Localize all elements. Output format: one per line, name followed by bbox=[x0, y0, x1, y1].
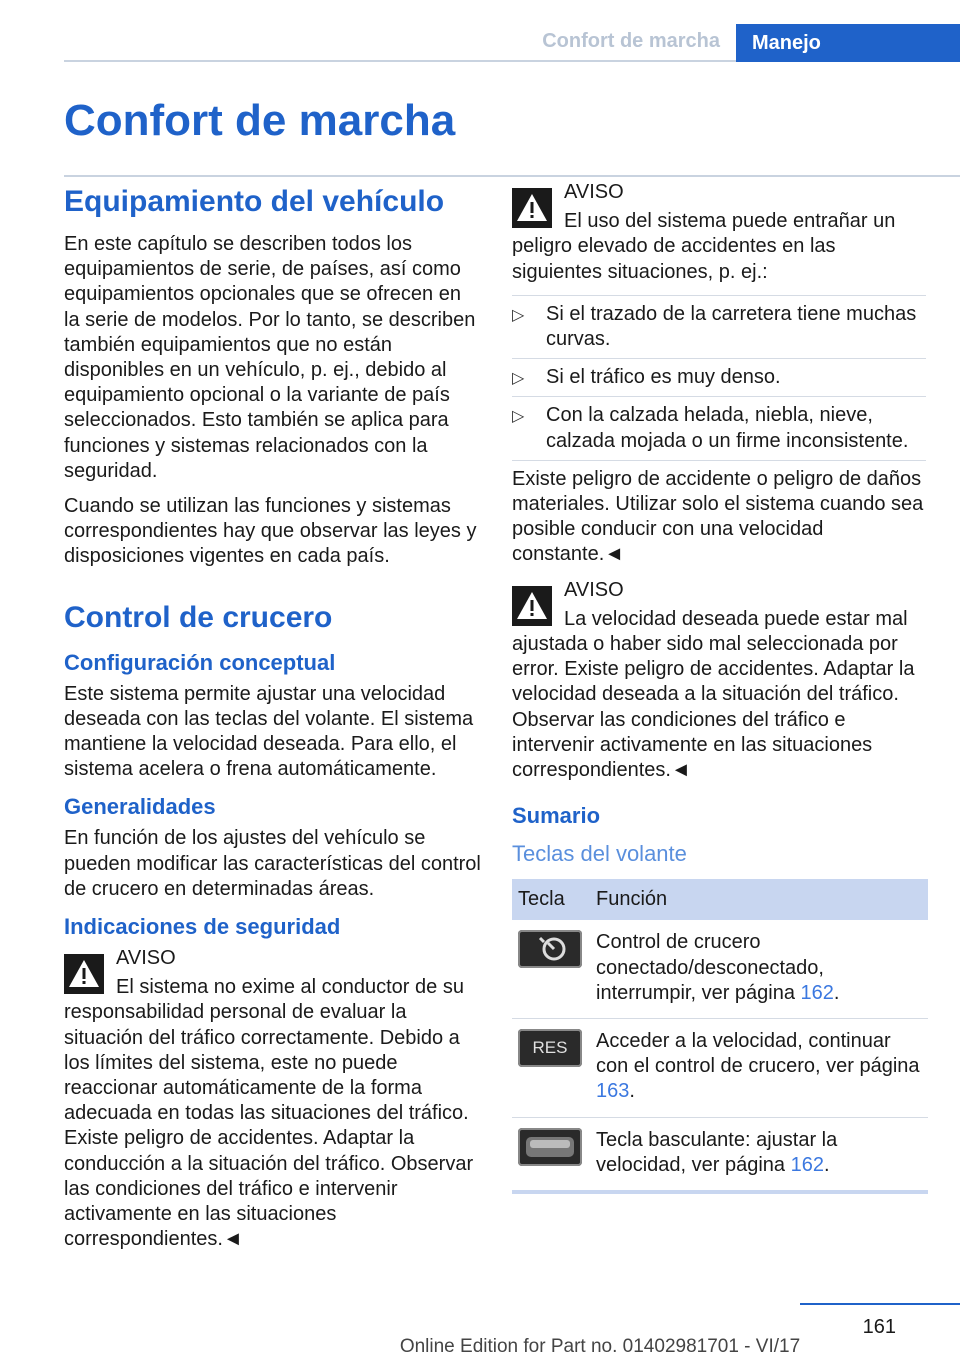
header-tab: Manejo bbox=[736, 24, 960, 62]
table-row bbox=[512, 920, 928, 1018]
list-item: ▷ Con la calzada helada, niebla, nieve, calzada mojada o un firme inconsistente. bbox=[512, 397, 926, 460]
triangle-bullet-icon: ▷ bbox=[512, 408, 525, 426]
heading-generalidades: Generalidades bbox=[64, 794, 216, 820]
rocker-switch-icon bbox=[518, 1128, 582, 1166]
heading-configuracion: Configuración conceptual bbox=[64, 649, 336, 675]
heading-teclas: Teclas del volante bbox=[512, 841, 687, 867]
heading-control-crucero: Control de crucero bbox=[64, 600, 333, 634]
speedometer-icon bbox=[518, 930, 582, 968]
paragraph-equipamiento-1: En este capítulo se describen todos los equipamientos de serie, de países, así como equipamientos opcionales que se ofrecen en la serie de modelos. Por lo tanto, se describen también equipamientos que no están disponibles en un vehículo, p. ej., debido al equipamiento opcional o la variante de país seleccionados. Esto también se aplica para funciones y sistemas relacionados con la seguridad. bbox=[64, 233, 476, 482]
left-column bbox=[64, 180, 482, 1263]
warning-block-1 bbox=[64, 946, 482, 1252]
column-header-key: Tecla bbox=[512, 879, 590, 920]
warning-triangle-icon bbox=[512, 586, 552, 626]
warning-label: AVISO bbox=[564, 578, 624, 601]
paragraph-peligro: Existe peligro de accidente o peligro de daños materiales. Utilizar solo el sistema cuando sea posible conducir con una velocidad constante.◄ bbox=[512, 467, 924, 566]
table-header-row bbox=[512, 879, 928, 920]
page-link[interactable]: 162 bbox=[800, 981, 834, 1004]
list-item: ▷ Si el tráfico es muy denso. bbox=[512, 359, 926, 397]
res-key-icon: RES bbox=[518, 1029, 582, 1067]
heading-sumario: Sumario bbox=[512, 803, 601, 829]
column-header-function: Función bbox=[590, 879, 928, 920]
situations-list bbox=[512, 295, 926, 461]
heading-seguridad: Indicaciones de seguridad bbox=[64, 914, 341, 940]
page-number: 161 bbox=[862, 1316, 896, 1338]
warning-block-2 bbox=[512, 180, 926, 285]
list-item: ▷ Si el trazado de la carretera tiene muchas curvas. bbox=[512, 296, 926, 359]
right-column bbox=[512, 180, 926, 1194]
title-rule bbox=[64, 175, 960, 177]
triangle-bullet-icon: ▷ bbox=[512, 306, 525, 324]
table-cell-function: Tecla basculante: ajustar la velocidad, ver página 162. bbox=[590, 1117, 928, 1192]
table-cell-function: Control de crucero conectado/desconectado, interrumpir, ver página 162. bbox=[590, 920, 928, 1018]
footer-rule bbox=[800, 1303, 960, 1305]
warning-label: AVISO bbox=[116, 947, 176, 970]
table-row bbox=[512, 1019, 928, 1118]
warning-triangle-icon bbox=[512, 188, 552, 228]
paragraph-generalidades: En función de los ajustes del vehículo se pueden modificar las características del control de crucero en determinadas áreas. bbox=[64, 827, 481, 900]
page-title: Confort de marcha bbox=[64, 96, 456, 145]
keys-table bbox=[512, 879, 928, 1194]
warning-block-3 bbox=[512, 578, 926, 784]
edition-note: Online Edition for Part no. 01402981701 - VI/17 bbox=[399, 1336, 801, 1357]
table-row bbox=[512, 1117, 928, 1192]
page-link[interactable]: 163 bbox=[596, 1080, 630, 1103]
heading-equipamiento: Equipamiento del vehículo bbox=[64, 185, 445, 218]
page-link[interactable]: 162 bbox=[790, 1153, 824, 1176]
warning-text: La velocidad deseada puede estar mal ajustada o haber sido mal seleccionada por error. Existe peligro de accidentes. Adaptar la velocidad deseada a la situación del tráfico. Observar las condiciones del tráfico e intervenir activamente en las situaciones correspondientes.◄ bbox=[512, 607, 915, 782]
table-cell-function: Acceder a la velocidad, continuar con el control de crucero, ver página 163. bbox=[590, 1019, 928, 1118]
warning-triangle-icon bbox=[64, 954, 104, 994]
paragraph-configuracion: Este sistema permite ajustar una velocidad deseada con las teclas del volante. El sistema mantiene la velocidad deseada. Para ello, el sistema acelera o frena automáticamente. bbox=[64, 682, 474, 781]
warning-text: El uso del sistema puede entrañar un peligro elevado de accidentes en las siguientes situaciones, p. ej.: bbox=[512, 210, 896, 283]
triangle-bullet-icon: ▷ bbox=[512, 370, 525, 388]
warning-text: El sistema no exime al conductor de su responsabilidad personal de evaluar la situación del tráfico correctamente. Debido a los límites del sistema, este no puede reaccionar automáticamente de la forma adecuada en todas las situaciones del tráfico. Existe peligro de accidentes. Adaptar la conducción a la situación del tráfico. Observar las condiciones del tráfico e intervenir activamente en las situaciones correspondientes.◄ bbox=[64, 976, 474, 1251]
warning-label: AVISO bbox=[564, 181, 624, 203]
header-section: Confort de marcha bbox=[542, 30, 720, 52]
paragraph-equipamiento-2: Cuando se utilizan las funciones y sistemas correspondientes hay que observar las leyes y disposiciones vigentes en cada país. bbox=[64, 495, 477, 568]
